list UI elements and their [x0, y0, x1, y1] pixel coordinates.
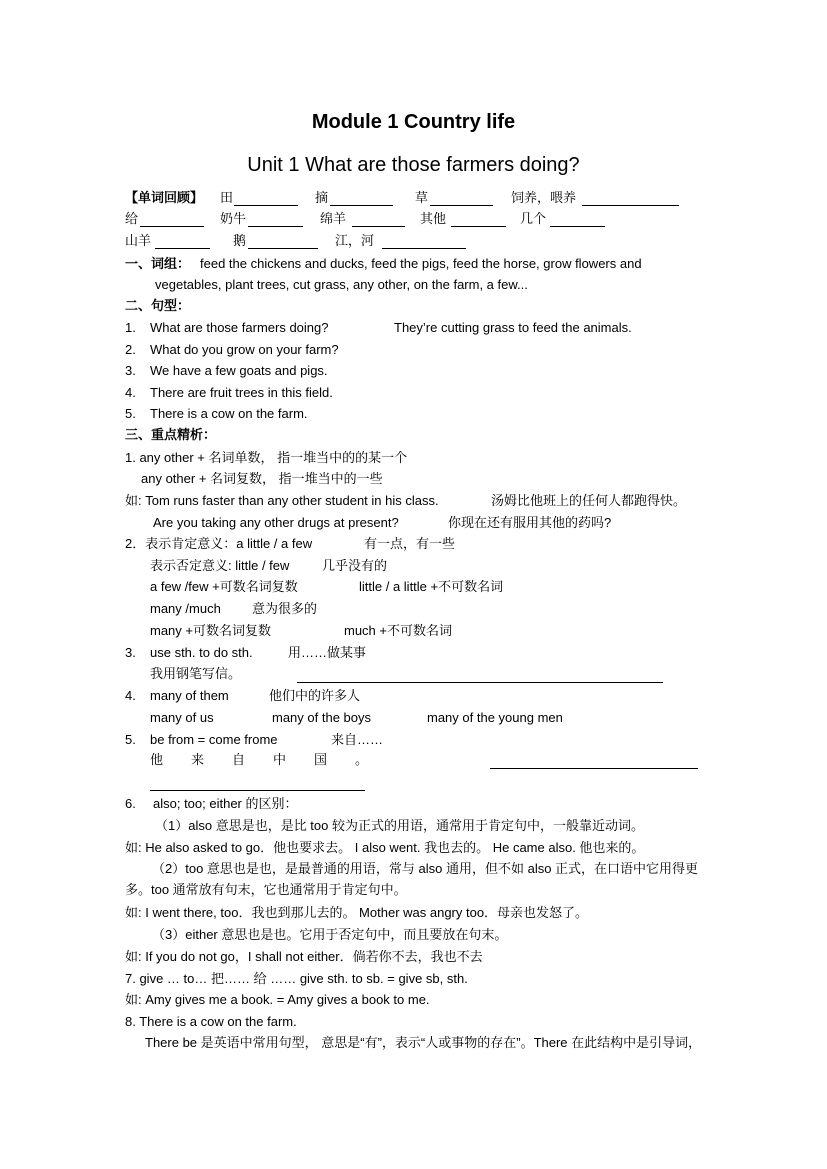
vocab-word: 江，河: [335, 233, 375, 248]
point-1-line: 1. any other + 名词单数， 指一堆当中的的某一个: [125, 450, 408, 465]
point-2-meaning: 几乎没有的: [322, 558, 388, 573]
vocab-blank[interactable]: [248, 248, 318, 249]
vocab-blank[interactable]: [140, 226, 204, 227]
point-6-line: （1）also 意思是也，是比 too 较为正式的用语，通常用于肯定句中，一般靠近动词。: [155, 818, 644, 833]
phrases-line: vegetables, plant trees, cut grass, any other, on the farm, a few...: [155, 277, 528, 292]
vocab-blank[interactable]: [352, 226, 405, 227]
point-7-line: 如: Amy gives me a book. = Amy gives a book to me.: [125, 992, 430, 1007]
point-3-meaning: 用……做某事: [288, 645, 367, 660]
point-7-line: 7. give … to… 把…… 给 …… give sth. to sb. = give sb, sth.: [125, 971, 468, 986]
vocab-blank[interactable]: [155, 248, 210, 249]
vocab-word: 绵羊: [320, 211, 347, 226]
vocab-blank[interactable]: [430, 205, 493, 206]
char: 他: [150, 752, 164, 767]
vocab-blank[interactable]: [582, 205, 679, 206]
point-5-phrase: be from = come frome: [150, 732, 278, 747]
module-title: Module 1 Country life: [311, 111, 516, 133]
translation-prompt: [150, 752, 396, 768]
point-3-phrase: use sth. to do sth.: [150, 645, 253, 660]
point-8-line: 8. There is a cow on the farm.: [125, 1014, 297, 1029]
item-number: 5.: [125, 406, 136, 421]
item-number: 3.: [125, 363, 136, 378]
char: 自: [232, 752, 246, 767]
vocab-blank[interactable]: [451, 226, 506, 227]
char: 。: [355, 752, 369, 767]
char: 中: [273, 752, 287, 767]
vocab-word: 饲养，喂养: [511, 190, 577, 205]
sentence: What are those farmers doing?: [150, 320, 329, 335]
vocab-word: 摘: [315, 190, 329, 205]
vocab-word: 鹅: [233, 233, 247, 248]
vocab-word: 草: [415, 190, 429, 205]
vocab-label: 【单词回顾】: [125, 190, 204, 205]
phrases-label: 一、词组：: [125, 256, 191, 271]
point-8-line: There be 是英语中常用句型， 意思是“有”，表示“人或事物的存在”。There 在此结构中是引导词，: [145, 1035, 702, 1050]
vocab-blank[interactable]: [550, 226, 605, 227]
sentences-label: 二、句型：: [125, 298, 191, 313]
point-4-meaning: 他们中的许多人: [269, 688, 361, 703]
point-6-line: 多。too 通常放有句末，它也通常用于肯定句中。: [125, 882, 407, 897]
vocab-word: 山羊: [125, 233, 152, 248]
point-4-phrase: many of the boys: [272, 710, 371, 725]
vocab-blank[interactable]: [330, 205, 393, 206]
char: 来: [191, 752, 205, 767]
example-zh: 你现在还有服用其他的药吗?: [448, 515, 612, 530]
vocab-word: 给: [125, 211, 139, 226]
answer-blank[interactable]: [490, 768, 698, 769]
point-2-line: many +可数名词复数: [150, 623, 271, 638]
point-2-meaning: 意为很多的: [252, 601, 318, 616]
item-number: 6.: [125, 796, 136, 811]
answer-blank[interactable]: [297, 682, 663, 683]
point-6-line: 如: If you do not go，I shall not either．倘若你不去，我也不去: [125, 949, 483, 964]
example-en: Are you taking any other drugs at present?: [153, 515, 399, 530]
example-en: 如: Tom runs faster than any other student in his class.: [125, 493, 439, 508]
vocab-blank[interactable]: [234, 205, 298, 206]
item-number: 4.: [125, 688, 136, 703]
vocab-word: 几个: [520, 211, 547, 226]
point-1-line: any other + 名词复数， 指一堆当中的一些: [141, 471, 383, 486]
point-2-line: 表示否定意义: little / few: [150, 558, 290, 573]
unit-title: Unit 1 What are those farmers doing?: [247, 154, 580, 176]
sentence: There is a cow on the farm.: [150, 406, 308, 421]
sentence-answer: They’re cutting grass to feed the animals.: [394, 320, 632, 335]
point-2-line: a few /few +可数名词复数: [150, 579, 298, 594]
point-6-line: 如: I went there, too．我也到那儿去的。 Mother was angry too．母亲也发怒了。: [125, 905, 589, 920]
point-2-meaning: 有一点，有一些: [364, 536, 456, 551]
char: 国: [314, 752, 328, 767]
point-4-phrase: many of the young men: [427, 710, 563, 725]
item-number: 3.: [125, 645, 136, 660]
vocab-word: 田: [220, 190, 234, 205]
item-number: 4.: [125, 385, 136, 400]
translation-prompt: 我用钢笔写信。: [150, 666, 242, 681]
sentence: There are fruit trees in this field.: [150, 385, 333, 400]
vocab-word: 其他: [420, 211, 447, 226]
point-6-line: （2）too 意思也是也，是最普通的用语，常与 also 通用，但不如 also 正式，在口语中它用得更: [152, 861, 699, 876]
vocab-blank[interactable]: [382, 248, 466, 249]
sentence: We have a few goats and pigs.: [150, 363, 328, 378]
item-number: 2.: [125, 342, 136, 357]
answer-blank[interactable]: [150, 790, 365, 791]
item-number: 5.: [125, 732, 136, 747]
vocab-blank[interactable]: [248, 226, 303, 227]
point-2-line: many /much: [150, 601, 221, 616]
item-number: 1.: [125, 320, 136, 335]
point-2-line: 2．表示肯定意义：a little / a few: [125, 536, 313, 551]
point-5-meaning: 来自……: [331, 732, 384, 747]
point-4-phrase: many of them: [150, 688, 229, 703]
vocab-word: 奶牛: [220, 211, 247, 226]
point-2-meaning: much +不可数名词: [344, 623, 452, 638]
sentence: What do you grow on your farm?: [150, 342, 339, 357]
point-6-line: 如: He also asked to go．他也要求去。 I also went. 我也去的。 He came also. 他也来的。: [125, 840, 645, 855]
point-4-phrase: many of us: [150, 710, 214, 725]
point-6-line: （3）either 意思也是也。它用于否定句中，而且要放在句末。: [152, 927, 508, 942]
example-zh: 汤姆比他班上的任何人都跑得快。: [491, 493, 687, 508]
phrases-line: feed the chickens and ducks, feed the pigs, feed the horse, grow flowers and: [200, 256, 642, 271]
analysis-label: 三、重点精析：: [125, 427, 217, 442]
point-2-meaning: little / a little +不可数名词: [359, 579, 504, 594]
point-6-heading: also; too; either 的区别：: [153, 796, 298, 811]
